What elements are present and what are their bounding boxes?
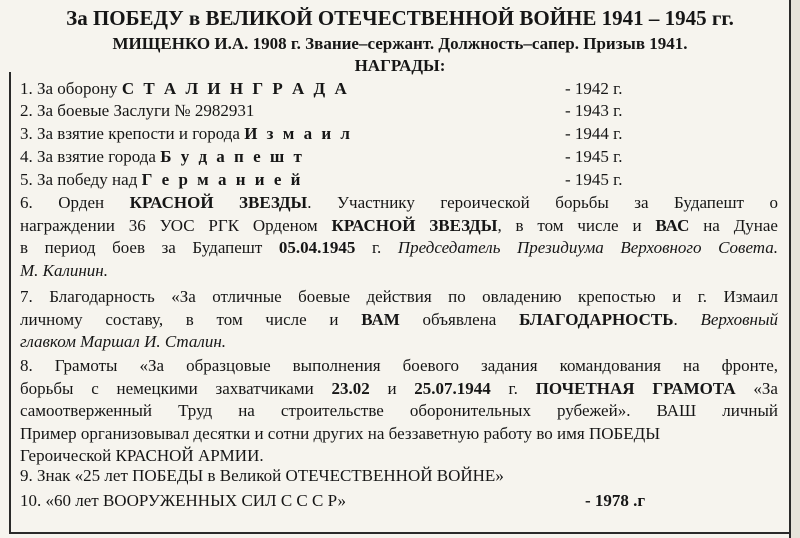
award-emphasis: И з м а и л — [244, 124, 353, 143]
soldier-info: МИЩЕНКО И.А. 1908 г. Звание–сержант. Должность–сапер. Призыв 1941. — [112, 34, 688, 53]
award-year: - 1944 г. — [565, 124, 623, 143]
text-run: 6. Орден — [20, 193, 130, 212]
award-emphasis: Г е р м а н и е й — [141, 170, 303, 189]
text-run: самоотверженный Труд на строительстве оборонительных рубежей». ВАШ личный — [20, 401, 778, 421]
text-run: в период боев за Будапешт — [20, 238, 279, 258]
text-run: г. — [490, 378, 536, 398]
text-run: и — [369, 378, 415, 398]
award-prefix: 2. За боевые Заслуги № 2982931 — [20, 101, 255, 120]
text-run: . Участнику героической борьбы за Будапешт о — [307, 193, 778, 212]
text-run: «За — [735, 378, 778, 398]
award-label: 10. «60 лет ВООРУЖЕННЫХ СИЛ С С С Р» — [20, 491, 346, 510]
text-line — [20, 423, 778, 446]
award-item-10 — [20, 490, 780, 512]
frame-bottom-border — [9, 532, 791, 534]
text-run: борьбы с немецкими захватчиками — [20, 378, 332, 398]
award-item — [20, 123, 720, 145]
award-year: - 1942 г. — [565, 79, 623, 98]
award-item-6 — [20, 192, 778, 282]
text-run-bold: ВАМ — [361, 309, 400, 329]
text-run-bold: 25.07.1944 — [414, 378, 491, 398]
text-line — [20, 378, 778, 401]
text-run-bold: 23.02 — [331, 378, 370, 398]
text-run: Пример организовывал десятки и сотни других на беззаветную работу во имя ПОБЕДЫ — [20, 423, 661, 443]
document-title: За ПОБЕДУ в ВЕЛИКОЙ ОТЕЧЕСТВЕННОЙ ВОЙНЕ 1941 – 1945 гг. — [66, 6, 734, 30]
award-prefix: 1. За оборону — [20, 79, 122, 98]
text-run-italic: Верховный — [700, 309, 778, 329]
award-item — [20, 100, 720, 122]
text-run: , в том числе и — [497, 215, 656, 235]
text-line — [20, 331, 778, 354]
text-run: объявлена — [399, 309, 520, 329]
award-year: - 1978 .г — [585, 491, 646, 510]
award-year: - 1943 г. — [565, 101, 623, 120]
text-run: 8. Грамоты «За образцовые выполнения боевого задания командования на фронте, — [20, 356, 778, 375]
award-prefix: 3. За взятие крепости и города — [20, 124, 245, 143]
award-item-9 — [20, 465, 780, 487]
award-item — [20, 169, 720, 191]
text-run: награждении 36 УОС РГК Орденом — [20, 215, 332, 235]
award-label — [20, 78, 349, 100]
text-run-bold: 05.04.1945 — [278, 238, 356, 258]
text-run-bold: КРАСНОЙ ЗВЕЗДЫ — [331, 215, 498, 235]
award-emphasis: Б у д а п е ш т — [160, 147, 305, 166]
text-run: г. — [355, 238, 398, 258]
text-line — [20, 260, 778, 283]
award-item-7 — [20, 286, 778, 354]
text-run: . — [673, 309, 701, 329]
text-run-italic: Председатель Президиума Верховного Совета. — [397, 238, 778, 258]
text-run-bold: ПОЧЕТНАЯ ГРАМОТА — [535, 378, 736, 398]
award-label — [20, 146, 304, 168]
award-item-8 — [20, 355, 778, 468]
text-line — [20, 286, 778, 309]
award-label — [20, 169, 303, 191]
frame-left-border — [9, 72, 11, 534]
text-line — [20, 237, 778, 260]
text-run-bold: ВАС — [655, 215, 690, 235]
frame-right-border — [789, 0, 791, 538]
text-run-bold: БЛАГОДАРНОСТЬ — [519, 309, 674, 329]
scan-edge — [791, 0, 800, 538]
award-item — [20, 78, 720, 100]
text-run: на Дунае — [689, 215, 778, 235]
text-line — [20, 400, 778, 423]
text-line — [20, 192, 778, 215]
text-run-bold: КРАСНОЙ ЗВЕЗДЫ — [129, 193, 308, 212]
award-year: - 1945 г. — [565, 170, 623, 189]
award-label — [20, 123, 352, 145]
text-run: Героической КРАСНОЙ АРМИИ. — [20, 446, 264, 466]
text-line — [20, 309, 778, 332]
award-year: - 1945 г. — [565, 147, 623, 166]
text-run-italic: главком Маршал И. Сталин. — [20, 332, 227, 352]
award-prefix: 4. За взятие города — [20, 147, 161, 166]
award-label: 9. Знак «25 лет ПОБЕДЫ в Великой ОТЕЧЕСТВЕННОЙ ВОЙНЕ» — [20, 466, 504, 485]
text-run-italic: М. Калинин. — [20, 260, 108, 280]
awards-heading: НАГРАДЫ: — [354, 56, 446, 75]
award-prefix: 5. За победу над — [20, 170, 142, 189]
text-line — [20, 215, 778, 238]
award-label — [20, 100, 254, 122]
text-run: личному составу, в том числе и — [20, 309, 362, 329]
text-line — [20, 355, 778, 378]
text-run: 7. Благодарность «За отличные боевые действия по овладению крепостью и г. Измаил — [20, 287, 778, 306]
award-emphasis: С Т А Л И Н Г Р А Д А — [121, 79, 350, 98]
award-item — [20, 146, 720, 168]
